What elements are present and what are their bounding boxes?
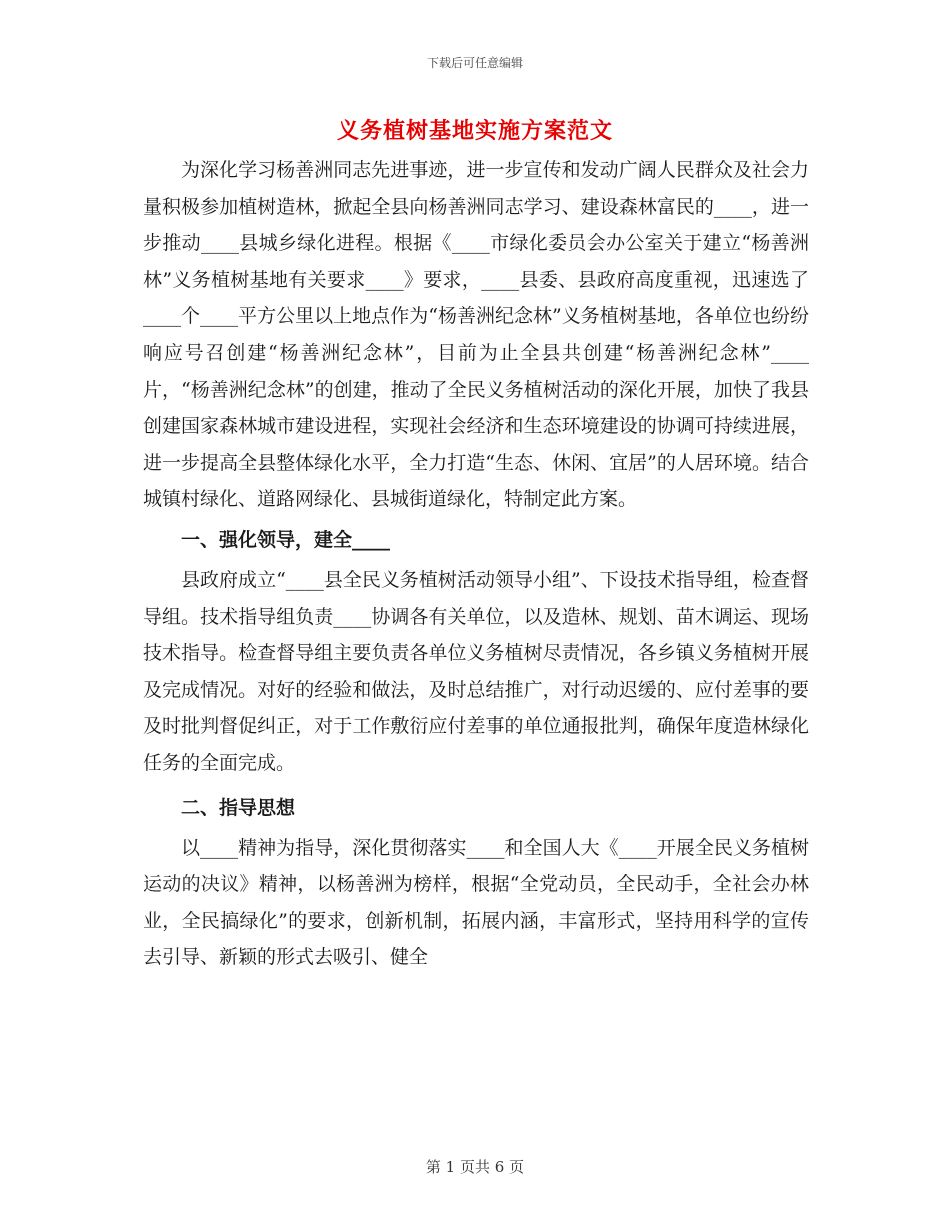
intro-paragraph: 为深化学习杨善洲同志先进事迹，进一步宣传和发动广阔人民群众及社会力量积极参加植树造林，掀起全县向杨善洲同志学习、建设森林富民的____，进一步推动____县城乡绿化进程。根据《____市绿化委员会办公室关于建立“杨善洲林”义务植树基地有关要求____》要求，____县委、县政府高度重视，迅速选了____个____平方公里以上地点作为“杨善洲纪念林”义务植树基地，各单位也纷纷响应号召创建“杨善洲纪念林”，目前为止全县共创建“杨善洲纪念林”____片，“杨善洲纪念林”的创建，推动了全民义务植树活动的深化开展，加快了我县创建国家森林城市建设进程，实现社会经济和生态环境建设的协调可持续进展，进一步提高全县整体绿化水平，全力打造“生态、休闲、宜居”的人居环境。结合城镇村绿化、道路网绿化、县城街道绿化，特制定此方案。 bbox=[143, 159, 809, 511]
document-body bbox=[143, 152, 809, 976]
page-footer-pagination: 第 1 页共 6 页 bbox=[425, 1158, 525, 1176]
document-title: 义务植树基地实施方案范文 bbox=[336, 118, 613, 144]
section-2-paragraph: 以____精神为指导，深化贯彻落实____和全国人大《____开展全民义务植树运动的决议》精神，以杨善洲为榜样，根据“全党动员，全民动手，全社会办林业，全民搞绿化”的要求，创新机制，拓展内涵，丰富形式，坚持用科学的宣传去引导、新颖的形式去吸引、健全 bbox=[143, 836, 809, 969]
section-1-heading: 一、强化领导，建全____ bbox=[181, 528, 391, 551]
section-2-heading: 二、指导思想 bbox=[181, 796, 296, 819]
page-header-note: 下载后可任意编辑 bbox=[426, 56, 523, 70]
section-1-paragraph: 县政府成立“____县全民义务植树活动领导小组”、下设技术指导组，检查督导组。技术指导组负责____协调各有关单位，以及造林、规划、苗木调运、现场技术指导。检查督导组主要负责各单位义务植树尽责情况，各乡镇义务植树开展及完成情况。对好的经验和做法，及时总结推广，对行动迟缓的、应付差事的要及时批判督促纠正，对于工作敷衍应付差事的单位通报批判，确保年度造林绿化任务的全面完成。 bbox=[143, 568, 809, 774]
